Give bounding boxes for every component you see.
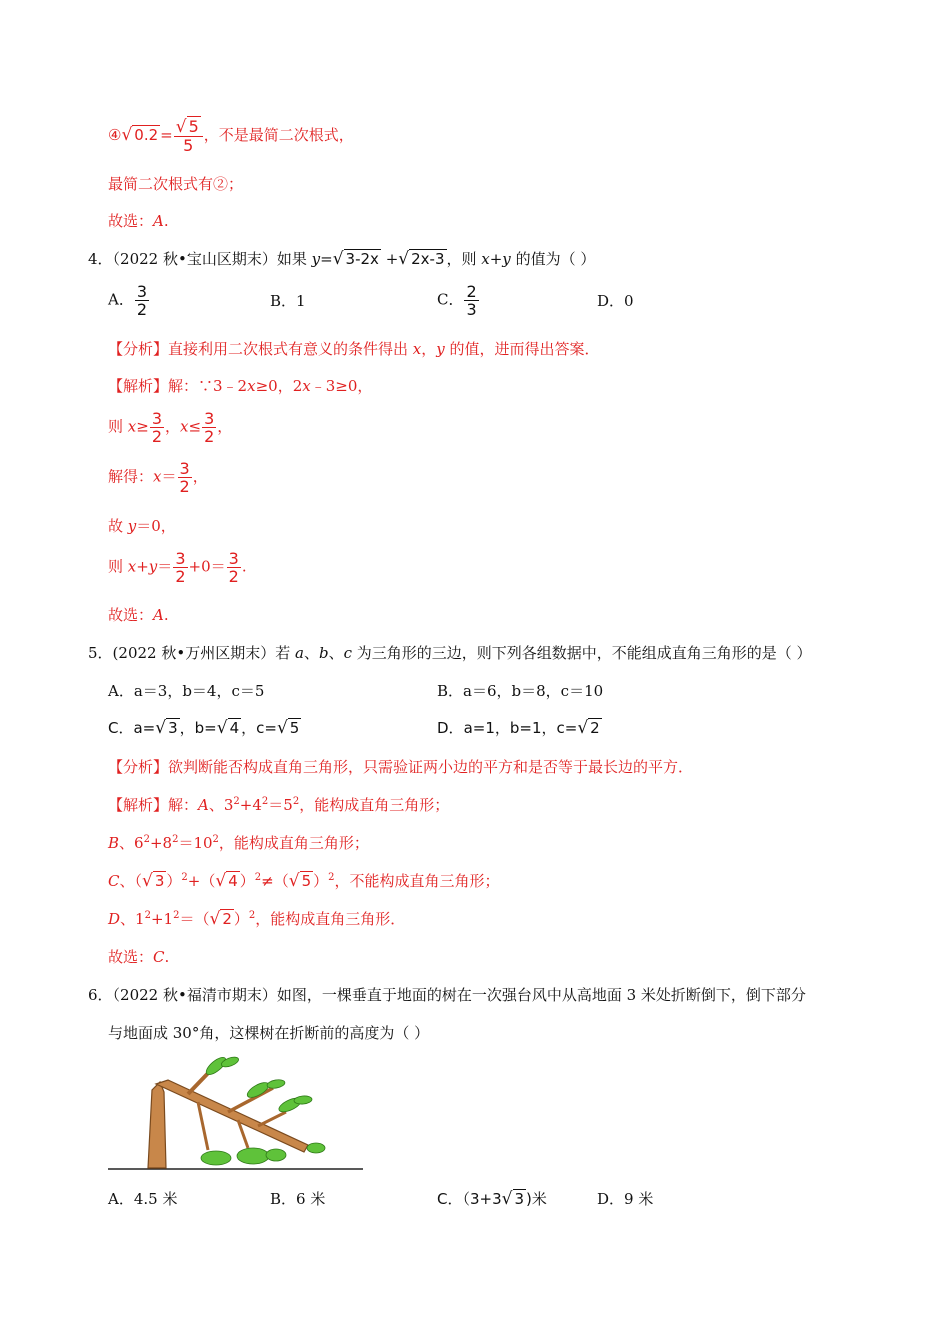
sqrt-0.2: √ 0.2 bbox=[121, 125, 159, 145]
q4-option-d[interactable]: D．0 bbox=[597, 292, 634, 310]
item4-mark: ④ bbox=[108, 126, 122, 144]
fallen-trunk bbox=[156, 1080, 308, 1152]
q4-solution-1: 【解析】解：∵3﹣2x≥0，2x﹣3≥0， bbox=[108, 377, 373, 395]
q4-option-a[interactable]: A． $\frac{3}{2}$ bbox=[108, 282, 148, 319]
q5-source: (2022 秋•万州区期末） bbox=[112, 644, 276, 662]
analysis-tag: 【分析】 bbox=[108, 340, 169, 358]
q5-option-c[interactable]: C．a=√ 3 ，b=√ 4 ，c=√ 5 bbox=[108, 718, 300, 738]
broken-tree-figure bbox=[108, 1050, 366, 1175]
q6-option-d[interactable]: D．9 米 bbox=[597, 1190, 654, 1208]
q5-stem: 5．(2022 秋•万州区期末）若 a、b、c 为三角形的三边，则下列各组数据中，不能组成直角三角形的是（ ） bbox=[88, 644, 812, 662]
q5-analysis: 【分析】欲判断能否构成直角三角形，只需验证两小边的平方和是否等于最长边的平方． bbox=[108, 758, 694, 776]
sqrt-3-2x: √ 3-2x bbox=[332, 249, 379, 269]
solution-tag: 【解析】 bbox=[108, 377, 169, 395]
q5-option-a[interactable]: A．a＝3，b＝4，c＝5 bbox=[108, 682, 265, 700]
prev-answer: 故选：A. bbox=[108, 212, 169, 230]
branch bbox=[258, 1112, 286, 1126]
q5-solution-c: C、（√ 3 ）$^2$+（√ 4 ）$^2$≠（√ 5 ）$^2$，不能构成直角三角形； bbox=[108, 871, 500, 891]
prev-item4-line: ④√ 0.2 = $\frac{√ 5}{5}$ ，不是最简二次根式， bbox=[108, 117, 354, 155]
frac-sqrt5-over-5: $\frac{√ 5}{5}$ bbox=[174, 118, 203, 154]
q5-number: 5． bbox=[88, 644, 113, 662]
q5-solution-b: B、$6^2+8^2=10^2$，能构成直角三角形； bbox=[108, 834, 369, 852]
q5-solution-a: 【解析】解：A、$3^2+4^2=5^2$，能构成直角三角形； bbox=[108, 796, 450, 814]
q6-option-c[interactable]: C．（3+3√ 3 )米 bbox=[437, 1189, 547, 1209]
tree-trunk bbox=[148, 1082, 166, 1168]
q5-option-d[interactable]: D．a=1，b=1，c=√ 2 bbox=[437, 718, 600, 738]
q4-stem: 4．（2022 秋•宝山区期末）如果 y=√ 3-2x +√ 2x-3 ，则 x+y 的值为（ ） bbox=[88, 249, 596, 269]
q6-stem-1: 6．（2022 秋•福清市期末）如图，一棵垂直于地面的树在一次强台风中从高地面 3 米处折断倒下，倒下部分 bbox=[88, 986, 806, 1004]
q4-analysis: 【分析】直接利用二次根式有意义的条件得出 x，y 的值，进而得出答案． bbox=[108, 340, 600, 358]
prev-conclusion: 最简二次根式有②； bbox=[108, 175, 244, 193]
q5-solution-d: D、$1^2+1^2=(√$ 2 ）$^2$，能构成直角三角形． bbox=[108, 909, 406, 929]
q4-solution-2: 则 x≥ $\frac{3}{2}$ ，x≤ $\frac{3}{2}$ ， bbox=[108, 409, 233, 446]
q4-solution-3: 解得：x＝ $\frac{3}{2}$ ， bbox=[108, 459, 208, 496]
q4-option-b[interactable]: B．1 bbox=[270, 292, 306, 310]
q6-option-a[interactable]: A．4.5 米 bbox=[108, 1190, 178, 1208]
sqrt-2x-3: √ 2x-3 bbox=[398, 249, 445, 269]
q4-source: （2022 秋•宝山区期末） bbox=[112, 250, 277, 268]
branch bbox=[198, 1102, 208, 1150]
q4-solution-4: 故 y＝0， bbox=[108, 517, 176, 535]
q4-option-c[interactable]: C． $\frac{2}{3}$ bbox=[437, 282, 477, 319]
q6-option-b[interactable]: B．6 米 bbox=[270, 1190, 326, 1208]
q6-stem-2: 与地面成 30°角，这棵树在折断前的高度为（ ） bbox=[108, 1024, 430, 1042]
q5-answer: 故选：C. bbox=[108, 948, 170, 966]
q4-number: 4． bbox=[88, 250, 113, 268]
q5-option-b[interactable]: B．a＝6，b＝8，c＝10 bbox=[437, 682, 604, 700]
q4-answer: 故选：A. bbox=[108, 606, 169, 624]
q4-solution-5: 则 x+y＝ $\frac{3}{2}$ +0＝ $\frac{3}{2}$ . bbox=[108, 549, 247, 586]
